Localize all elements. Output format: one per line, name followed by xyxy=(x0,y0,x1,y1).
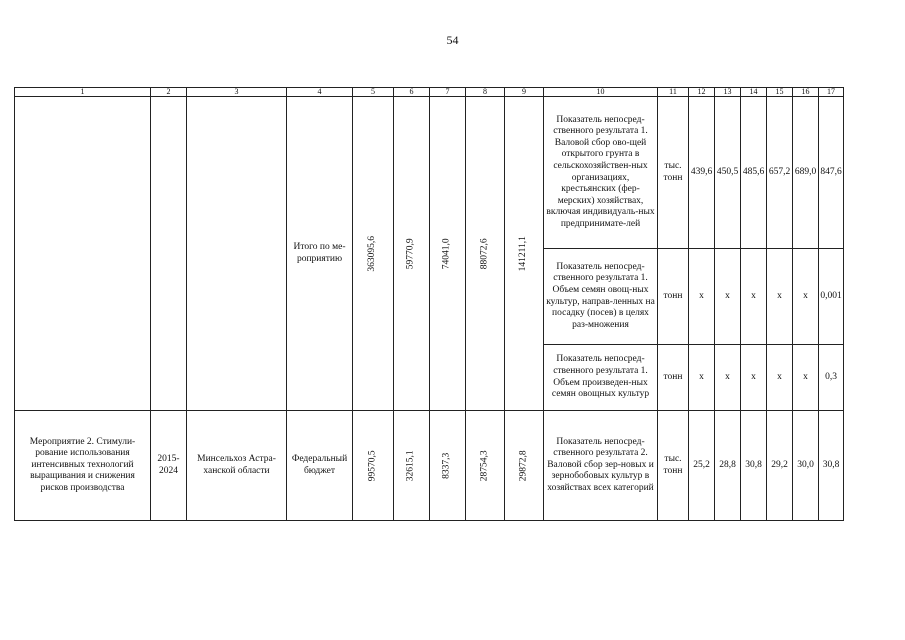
executor-cell: Минсельхоз Астра-ханской области xyxy=(187,411,287,521)
program-table xyxy=(14,87,844,521)
year-funding-cell xyxy=(505,97,544,411)
year-funding-cell xyxy=(505,411,544,521)
indicator-value: 847,6 xyxy=(819,97,844,249)
year-funding-cell xyxy=(394,97,430,411)
indicator-value: x xyxy=(741,249,767,345)
indicator-value: 30,8 xyxy=(819,411,844,521)
year-funding: 8337,3 xyxy=(441,452,452,479)
indicator-value: 28,8 xyxy=(715,411,741,521)
year-funding: 141211,1 xyxy=(518,235,529,272)
indicator-name: Показатель непосред-ственного результата 1. Валовой сбор ово-щей открытого грунта в сельскохозяйствен-ных организациях, крестьянских (фер-мерских) хозяйствах, включая индивидуаль-ных предпринимате-лей xyxy=(544,97,658,249)
page-number: 54 xyxy=(446,33,459,47)
col-num-12: 12 xyxy=(689,88,715,97)
total-funding: 99570,5 xyxy=(367,450,378,481)
period-cell: 2015-2024 xyxy=(151,411,187,521)
indicator-value: 0,001 xyxy=(819,249,844,345)
indicator-value: x xyxy=(767,249,793,345)
indicator-value: 30,8 xyxy=(741,411,767,521)
indicator-value: 450,5 xyxy=(715,97,741,249)
year-funding: 59770,9 xyxy=(405,238,416,269)
col-num-14: 14 xyxy=(741,88,767,97)
col-num-4: 4 xyxy=(287,88,353,97)
indicator-value: x xyxy=(793,345,819,411)
indicator-unit: тыс. тонн xyxy=(658,97,689,249)
indicator-unit: тыс. тонн xyxy=(658,411,689,521)
funding-source-cell: Итого по ме- роприятию xyxy=(287,97,353,411)
indicator-value: 29,2 xyxy=(767,411,793,521)
indicator-value: x xyxy=(767,345,793,411)
indicator-value: 485,6 xyxy=(741,97,767,249)
year-funding-cell xyxy=(394,411,430,521)
total-funding-cell xyxy=(353,97,394,411)
col-num-2: 2 xyxy=(151,88,187,97)
year-funding: 32615,1 xyxy=(405,450,416,481)
indicator-value: x xyxy=(689,345,715,411)
col-num-7: 7 xyxy=(430,88,466,97)
table-row xyxy=(15,411,844,521)
col-num-5: 5 xyxy=(353,88,394,97)
indicator-name: Показатель непосред-ственного результата 2. Валовой сбор зер-новых и зернобобовых культур в хозяйствах всех категорий xyxy=(544,411,658,521)
col-num-3: 3 xyxy=(187,88,287,97)
indicator-value: x xyxy=(793,249,819,345)
indicator-value: x xyxy=(715,249,741,345)
indicator-value: x xyxy=(689,249,715,345)
year-funding-cell xyxy=(466,97,505,411)
col-num-10: 10 xyxy=(544,88,658,97)
indicator-value: 439,6 xyxy=(689,97,715,249)
col-num-11: 11 xyxy=(658,88,689,97)
indicator-value: 25,2 xyxy=(689,411,715,521)
column-number-row xyxy=(15,88,844,97)
col-num-1: 1 xyxy=(15,88,151,97)
year-funding: 74041,0 xyxy=(441,238,452,269)
total-funding: 363095,6 xyxy=(367,235,378,272)
indicator-unit: тонн xyxy=(658,345,689,411)
indicator-value: x xyxy=(715,345,741,411)
col-num-17: 17 xyxy=(819,88,844,97)
year-funding: 88072,6 xyxy=(479,238,490,269)
indicator-value: 0,3 xyxy=(819,345,844,411)
indicator-name: Показатель непосред-ственного результата 1. Объем семян овощ-ных культур, направ-ленных на посадку (посев) в целях раз-множения xyxy=(544,249,658,345)
executor-cell xyxy=(187,97,287,411)
col-num-6: 6 xyxy=(394,88,430,97)
funding-source-cell: Федеральный бюджет xyxy=(287,411,353,521)
col-num-15: 15 xyxy=(767,88,793,97)
measure-name-cell xyxy=(15,97,151,411)
year-funding-cell xyxy=(430,411,466,521)
indicator-value: 657,2 xyxy=(767,97,793,249)
year-funding: 29872,8 xyxy=(518,450,529,481)
measure-name-cell: Мероприятие 2. Стимули-рование использования интенсивных технологий выращивания и снижения рисков производства xyxy=(15,411,151,521)
period-cell xyxy=(151,97,187,411)
indicator-name: Показатель непосред-ственного результата 1. Объем произведен-ных семян овощных культур xyxy=(544,345,658,411)
total-funding-cell xyxy=(353,411,394,521)
indicator-value: 30,0 xyxy=(793,411,819,521)
indicator-unit: тонн xyxy=(658,249,689,345)
table-row xyxy=(15,97,844,249)
year-funding: 28754,3 xyxy=(479,450,490,481)
col-num-13: 13 xyxy=(715,88,741,97)
col-num-16: 16 xyxy=(793,88,819,97)
indicator-value: 689,0 xyxy=(793,97,819,249)
year-funding-cell xyxy=(466,411,505,521)
indicator-value: x xyxy=(741,345,767,411)
col-num-8: 8 xyxy=(466,88,505,97)
year-funding-cell xyxy=(430,97,466,411)
col-num-9: 9 xyxy=(505,88,544,97)
